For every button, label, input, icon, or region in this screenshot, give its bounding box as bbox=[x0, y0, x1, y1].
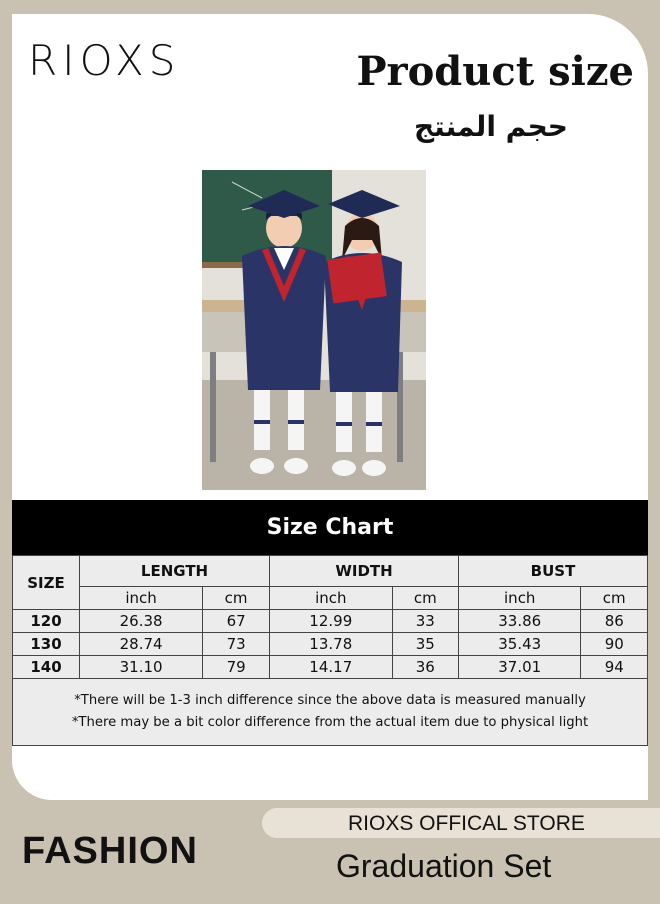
note-measurement: *There will be 1-3 inch difference since the above data is measured manually bbox=[74, 693, 586, 708]
value-cell: 12.99 bbox=[270, 610, 392, 633]
unit-cell: cm bbox=[392, 587, 458, 610]
value-cell: 37.01 bbox=[459, 656, 581, 679]
graduation-children-illustration bbox=[202, 170, 426, 490]
value-cell: 67 bbox=[203, 610, 270, 633]
unit-cell: inch bbox=[270, 587, 392, 610]
value-cell: 13.78 bbox=[270, 633, 392, 656]
store-name: RIOXS OFFICAL STORE bbox=[348, 812, 585, 835]
note-color: *There may be a bit color difference from the actual item due to physical light bbox=[71, 715, 589, 730]
unit-cell: inch bbox=[459, 587, 581, 610]
size-cell: 130 bbox=[13, 633, 80, 656]
value-cell: 14.17 bbox=[270, 656, 392, 679]
unit-cell: inch bbox=[80, 587, 203, 610]
length-header: LENGTH bbox=[80, 556, 270, 587]
value-cell: 26.38 bbox=[80, 610, 203, 633]
value-cell: 33 bbox=[392, 610, 458, 633]
value-cell: 94 bbox=[581, 656, 648, 679]
size-chart-heading: Size Chart bbox=[12, 500, 648, 555]
product-card bbox=[12, 14, 648, 800]
page-title: Product size bbox=[356, 48, 634, 95]
page-title-arabic: حجم المنتج bbox=[414, 110, 568, 143]
value-cell: 28.74 bbox=[80, 633, 203, 656]
size-cell: 140 bbox=[13, 656, 80, 679]
size-chart bbox=[12, 500, 648, 746]
table-row bbox=[13, 610, 648, 633]
value-cell: 73 bbox=[203, 633, 270, 656]
size-column-header: SIZE bbox=[13, 556, 80, 610]
table-unit-header bbox=[13, 587, 648, 610]
value-cell: 35 bbox=[392, 633, 458, 656]
fashion-label: FASHION bbox=[22, 830, 198, 872]
product-name: Graduation Set bbox=[336, 848, 552, 884]
value-cell: 35.43 bbox=[459, 633, 581, 656]
value-cell: 86 bbox=[581, 610, 648, 633]
value-cell: 90 bbox=[581, 633, 648, 656]
bust-header: BUST bbox=[459, 556, 648, 587]
value-cell: 79 bbox=[203, 656, 270, 679]
size-notes bbox=[12, 679, 648, 746]
product-photo bbox=[202, 170, 426, 490]
width-header: WIDTH bbox=[270, 556, 459, 587]
unit-cell: cm bbox=[581, 587, 648, 610]
size-cell: 120 bbox=[13, 610, 80, 633]
table-row bbox=[13, 656, 648, 679]
brand-logo: RIOXS bbox=[28, 36, 181, 85]
size-table bbox=[12, 555, 648, 679]
table-group-header bbox=[13, 556, 648, 587]
value-cell: 33.86 bbox=[459, 610, 581, 633]
value-cell: 31.10 bbox=[80, 656, 203, 679]
unit-cell: cm bbox=[203, 587, 270, 610]
table-row bbox=[13, 633, 648, 656]
value-cell: 36 bbox=[392, 656, 458, 679]
